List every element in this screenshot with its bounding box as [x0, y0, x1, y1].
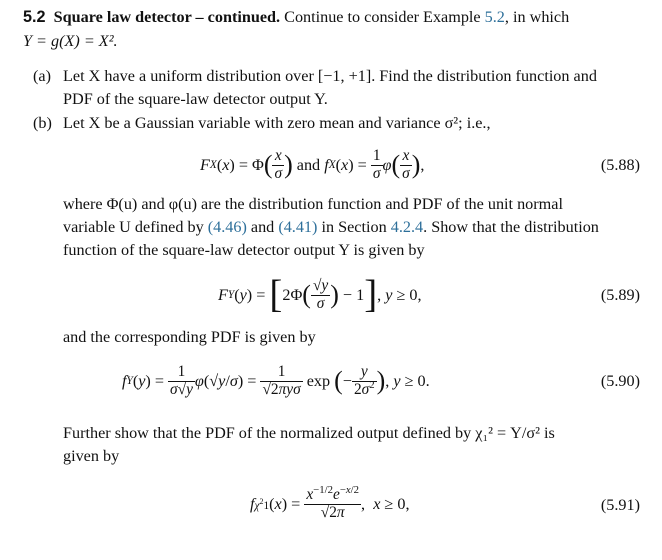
part-b-further2: given by — [63, 447, 120, 465]
part-a-label: (a) — [33, 67, 51, 85]
part-b-para1: where Φ(u) and φ(u) are the distribution function and PDF of the unit normal — [63, 195, 563, 213]
section-4-2-4-link[interactable]: 4.2.4 — [390, 218, 424, 236]
problem-title: Square law detector – continued. — [53, 8, 281, 26]
equation-5-88: F X ( x ) = Φ ( $\frac{x}{\sigma}$ ) and f X ( x ) = $\frac{1}{\sigma}$ φ ( $\frac{x}{\sigma}$ ) , — [200, 147, 425, 182]
ref-4-41-link[interactable]: (4.41) — [278, 218, 318, 236]
part-b-further1: Further show that the PDF of the normalized output defined by χ₁² = Y/σ² is — [63, 424, 555, 442]
part-b-para3: function of the square-law detector output Y is given by — [63, 241, 425, 259]
problem-number: 5.2 — [23, 8, 46, 26]
part-a-line2: PDF of the square-law detector output Y. — [63, 90, 328, 108]
ref-4-46-link[interactable]: (4.46) — [207, 218, 247, 236]
eq-number-5-91: (5.91) — [600, 496, 640, 514]
problem-header — [23, 6, 643, 29]
example-ref-link[interactable]: 5.2 — [484, 8, 505, 26]
equation-5-90: f Y ( y ) = $\frac{1}{\sigma√y}$ φ (√ y / σ ) = $\frac{1}{\text{√2πyσ}}$ exp ( − $\frac{y}{2\sigma^2}$ ) , y ≥ 0. — [122, 363, 430, 398]
eq-number-5-88: (5.88) — [600, 156, 640, 174]
eq-number-5-90: (5.90) — [600, 372, 640, 390]
intro-post: , in which — [504, 8, 570, 26]
equation-5-89: F Y ( y ) = [ 2Φ ( $\frac{√y}{\sigma}$ ) − 1 ] , y ≥ 0, — [218, 273, 422, 317]
part-a-line1: Let X have a uniform distribution over [−1, +1]. Find the distribution function and — [63, 67, 597, 85]
equation-5-91: f $\chi^21$ ( x ) = $\frac{x^{-1/2}e^{-x/2}}{√2\pi}$ , x ≥ 0, — [250, 484, 410, 521]
eq-number-5-89: (5.89) — [600, 286, 640, 304]
intro-pre: Continue to consider Example — [284, 8, 481, 26]
part-b-corr: and the corresponding PDF is given by — [63, 328, 316, 346]
part-b-line1: Let X be a Gaussian variable with zero mean and variance σ²; i.e., — [63, 114, 491, 132]
part-b-para2: variable U defined by (4.46) and (4.41) in Section 4.2.4. Show that the distribution — [63, 218, 599, 236]
part-b-label: (b) — [33, 114, 52, 132]
intro-equation: Y = g(X) = X². — [23, 32, 118, 50]
